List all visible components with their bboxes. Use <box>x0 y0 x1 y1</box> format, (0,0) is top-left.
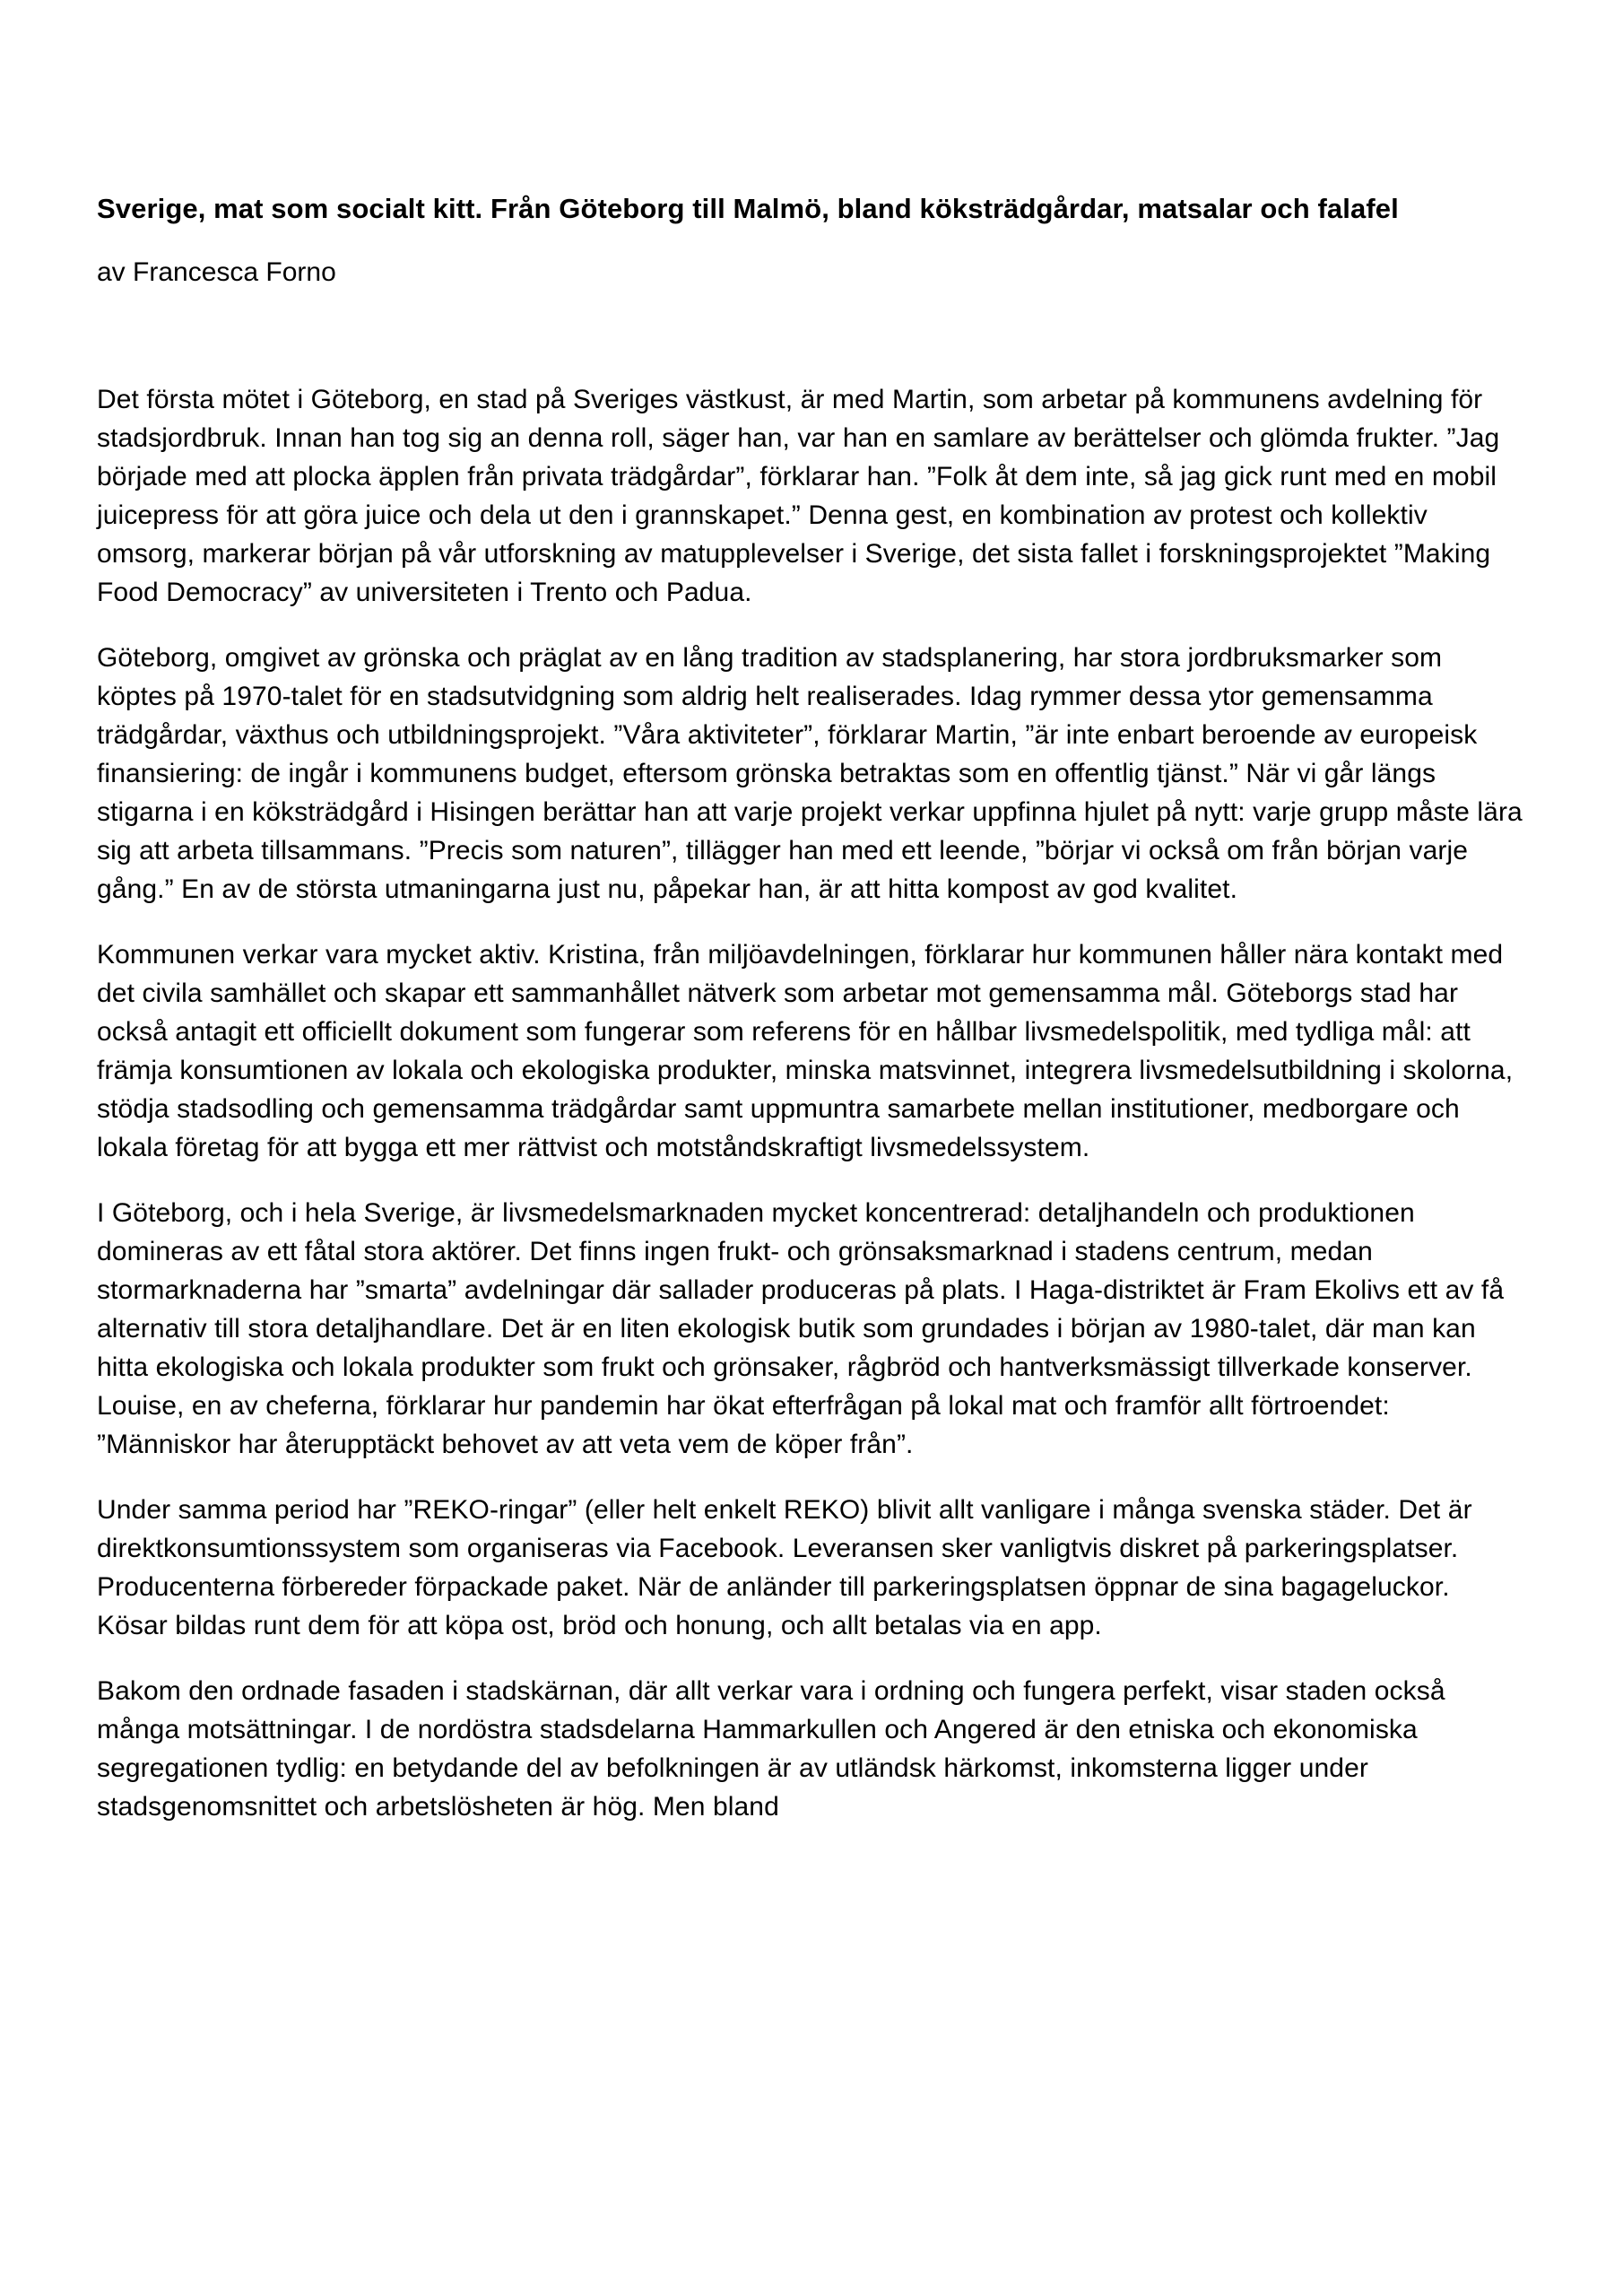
document-title: Sverige, mat som socialt kitt. Från Göteborg till Malmö, bland köksträdgårdar, matsalar och falafel <box>97 193 1399 224</box>
paragraph-1: Det första mötet i Göteborg, en stad på Sveriges västkust, är med Martin, som arbetar på kommunens avdelning för stadsjordbruk. Innan han tog sig an denna roll, säger han, var han en samlare av berättelser och glömda frukter. ”Jag började med att plocka äpplen från privata trädgårdar”, förklarar han. ”Folk åt dem inte, så jag gick runt med en mobil juicepress för att göra juice och dela ut den i grannskapet.” Denna gest, en kombination av protest och kollektiv omsorg, markerar början på vår utforskning av matupplevelser i Sverige, det sista fallet i forskningsprojektet ”Making Food Democracy” av universiteten i Trento och Padua. <box>97 385 1500 607</box>
paragraph-6: Bakom den ordnade fasaden i stadskärnan, där allt verkar vara i ordning och fungera perfekt, visar staden också många motsättningar. I de nordöstra stadsdelarna Hammarkullen och Angered är den etniska och ekonomiska segregationen tydlig: en betydande del av befolkningen är av utländsk härkomst, inkomsterna ligger under stadsgenomsnittet och arbetslösheten är hög. Men bland <box>97 1676 1445 1822</box>
paragraph-5: Under samma period har ”REKO-ringar” (eller helt enkelt REKO) blivit allt vanligare i många svenska städer. Det är direktkonsumtionssystem som organiseras via Facebook. Leveransen sker vanligtvis diskret på parkeringsplatser. Producenterna förbereder förpackade paket. När de anländer till parkeringsplatsen öppnar de sina bagageluckor. Kösar bildas runt dem för att köpa ost, bröd och honung, och allt betalas via en app. <box>97 1495 1472 1640</box>
document-body <box>97 380 1526 1826</box>
document-byline: av Francesca Forno <box>97 257 336 287</box>
paragraph-2: Göteborg, omgivet av grönska och präglat av en lång tradition av stadsplanering, har stora jordbruksmarker som köptes på 1970-talet för en stadsutvidgning som aldrig helt realiserades. Idag rymmer dessa ytor gemensamma trädgårdar, växthus och utbildningsprojekt. ”Våra aktiviteter”, förklarar Martin, ”är inte enbart beroende av europeisk finansiering: de ingår i kommunens budget, eftersom grönska betraktas som en offentlig tjänst.” När vi går längs stigarna i en köksträdgård i Hisingen berättar han att varje projekt verkar uppfinna hjulet på nytt: varje grupp måste lära sig att arbeta tillsammans. ”Precis som naturen”, tillägger han med ett leende, ”börjar vi också om från början varje gång.” En av de största utmaningarna just nu, påpekar han, är att hitta kompost av god kvalitet. <box>97 643 1523 904</box>
paragraph-3: Kommunen verkar vara mycket aktiv. Kristina, från miljöavdelningen, förklarar hur kommunen håller nära kontakt med det civila samhället och skapar ett sammanhållet nätverk som arbetar mot gemensamma mål. Göteborgs stad har också antagit ett officiellt dokument som fungerar som referens för en hållbar livsmedelspolitik, med tydliga mål: att främja konsumtionen av lokala och ekologiska produkter, minska matsvinnet, integrera livsmedelsutbildning i skolorna, stödja stadsodling och gemensamma trädgårdar samt uppmuntra samarbete mellan institutioner, medborgare och lokala företag för att bygga ett mer rättvist och motståndskraftigt livsmedelssystem. <box>97 940 1514 1162</box>
paragraph-4: I Göteborg, och i hela Sverige, är livsmedelsmarknaden mycket koncentrerad: detaljhandeln och produktionen domineras av ett fåtal stora aktörer. Det finns ingen frukt- och grönsaksmarknad i stadens centrum, medan stormarknaderna har ”smarta” avdelningar där sallader produceras på plats. I Haga-distriktet är Fram Ekolivs ett av få alternativ till stora detaljhandlare. Det är en liten ekologisk butik som grundades i början av 1980-talet, där man kan hitta ekologiska och lokala produkter som frukt och grönsaker, rågbröd och hantverksmässigt tillverkade konserver. Louise, en av cheferna, förklarar hur pandemin har ökat efterfrågan på lokal mat och framför allt förtroendet: ”Människor har återupptäckt behovet av att veta vem de köper från”. <box>97 1198 1505 1459</box>
